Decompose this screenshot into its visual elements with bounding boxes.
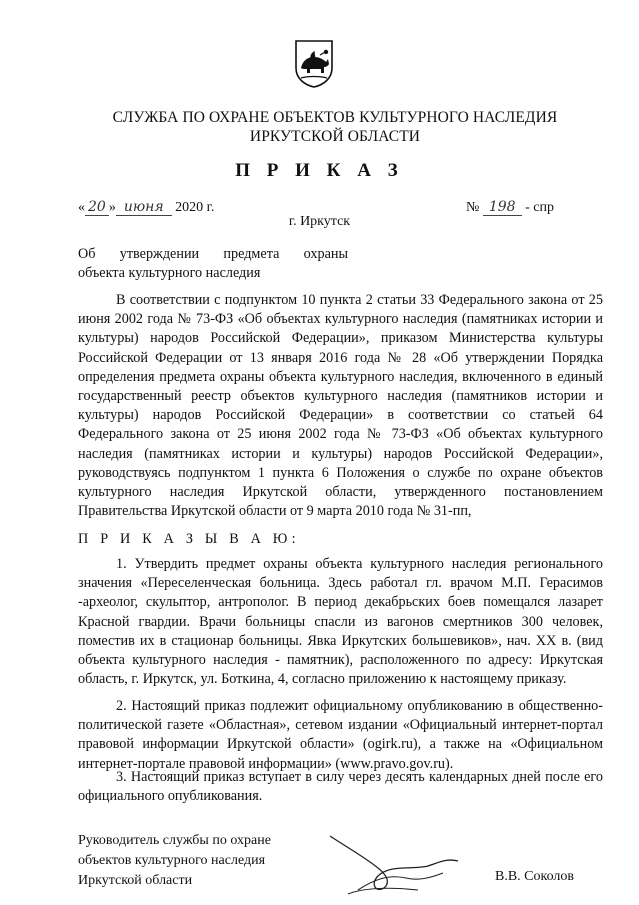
order-item-3: 3. Настоящий приказ вступает в силу через десять календарных дней после его официального опубликования. <box>78 769 603 805</box>
subject-word: утверждении <box>119 246 200 262</box>
number-suffix: - спр <box>525 200 554 215</box>
order-subject <box>78 245 348 283</box>
handwritten-signature-icon <box>318 828 468 898</box>
order-item-2: 2. Настоящий приказ подлежит официальному опубликованию в общественно-политической газете «Областная», сетевом издании «Официальный интернет-портал правовой информации Иркутской области» (ogirk.ru), а также на «Официальном интернет-портале правовой информации» (www.pravo.gov.ru). <box>78 698 603 772</box>
number-prefix: № <box>466 200 480 215</box>
order-directive-heading: П Р И К А З Ы В А Ю: <box>78 531 300 547</box>
preamble-paragraph: В соответствии с подпунктом 10 пункта 2 статьи 33 Федерального закона от 25 июня 2002 года № 73-ФЗ «Об объектах культурного наследия (памятниках истории и культуры) народов Российской Федерации», приказом Министерства культуры Российской Федерации от 13 января 2016 года № 28 «Об утверждении Порядка определения предмета охраны объекта культурного наследия, включенного в единый государственный реестр объектов культурного наследия (памятников истории и культуры) народов Российской Федерации» в соответствии со статьей 64 Федерального закона от 25 июня 2002 года № 73-ФЗ «Об объектах культурного наследия (памятниках истории и культуры) народов Российской Федерации», руководствуясь подпунктом 1 пункта 6 Положения о службе по охране объектов культурного наследия Иркутской области, утвержденного постановлением Правительства Иркутской области от 9 марта 2010 года № 31-пп, <box>78 292 603 520</box>
subject-word: предмета <box>223 246 280 262</box>
date-year: 2020 г. <box>175 200 215 215</box>
subject-word: Об <box>78 246 96 262</box>
document-title: П Р И К А З <box>235 160 404 181</box>
position-line: Иркутской области <box>78 873 193 888</box>
irkutsk-coat-of-arms-icon <box>293 38 335 88</box>
city: г. Иркутск <box>288 214 351 229</box>
order-item-1: 1. Утвердить предмет охраны объекта культурного наследия регионального значения «Переселенческая больница. Здесь работал гл. врачом М.П. Герасимов -археолог, скульптор, антрополог. В период декабрьских боев помещался лазарет Красной гвардии. Врачи больницы спасли из вагонов смертников 300 человек, поместив их в стационар больницы. Явка Иркутских большевиков», нач. XX в. (вид объекта культурного наследия - памятник), расположенного по адресу: Иркутская область, г. Иркутск, ул. Боткина, 4, согласно приложению к настоящему приказу. <box>78 556 603 688</box>
signer-position <box>78 831 328 891</box>
subject-word: охраны <box>303 246 348 262</box>
date-day: 20 <box>85 199 109 216</box>
date-close-quote: » <box>108 200 116 215</box>
subject-line-1 <box>78 245 348 264</box>
date-month: июня <box>116 199 172 216</box>
position-line: объектов культурного наследия <box>78 853 266 868</box>
subject-line-2: объекта культурного наследия <box>78 265 261 281</box>
organization-name: СЛУЖБА ПО ОХРАНЕ ОБЪЕКТОВ КУЛЬТУРНОГО НАСЛЕДИЯ ИРКУТСКОЙ ОБЛАСТИ <box>112 109 558 145</box>
number-value: 198 <box>483 199 522 216</box>
position-line: Руководитель службы по охране <box>78 833 271 848</box>
date-open-quote: « <box>78 200 85 215</box>
signer-name: В.В. Соколов <box>495 869 575 884</box>
